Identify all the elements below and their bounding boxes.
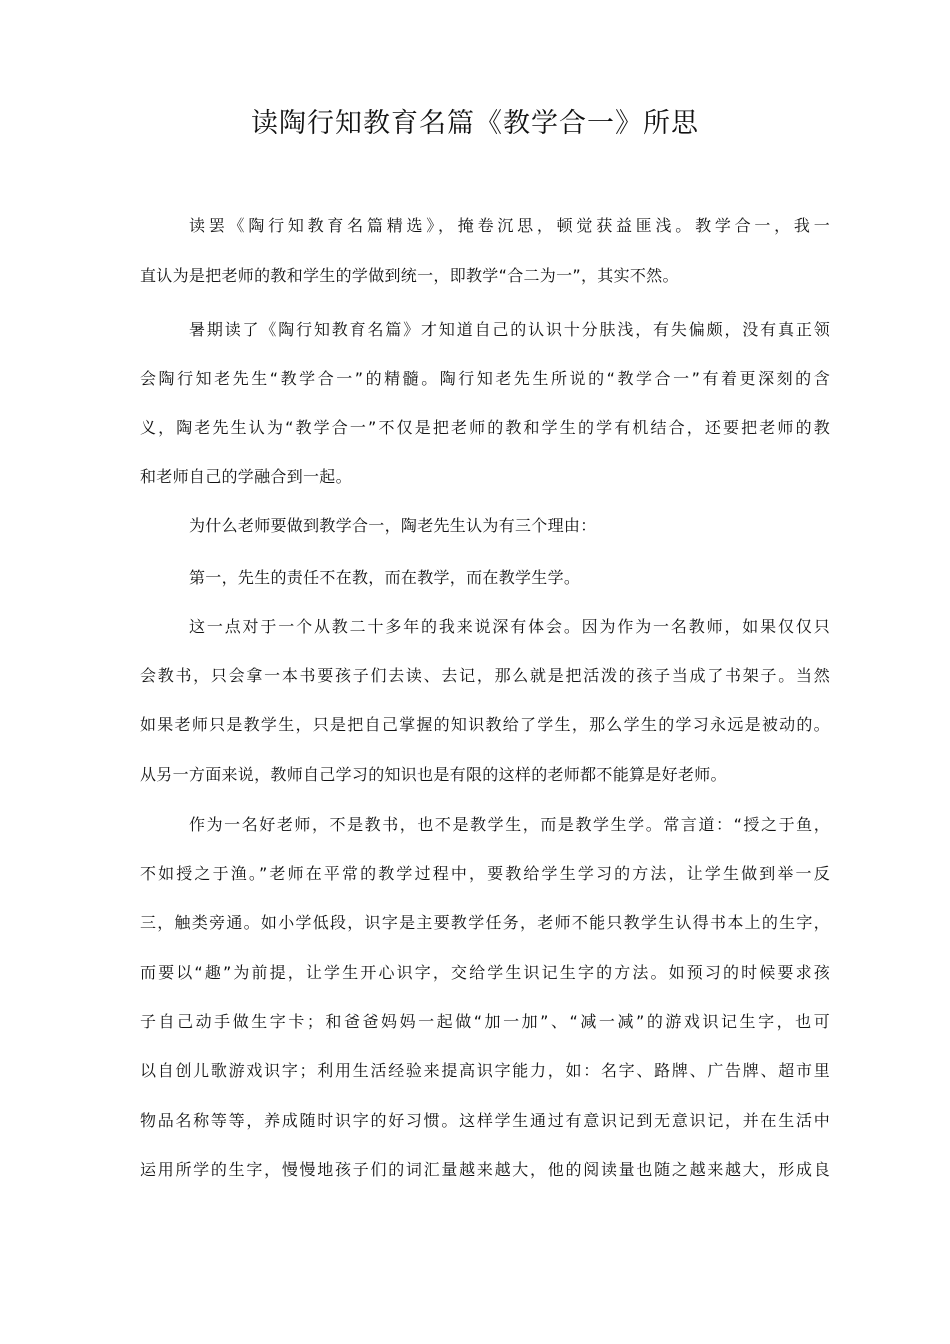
- text-line: 而要以“趣”为前提，让学生开心识字，交给学生识记生字的方法。如预习的时候要求孩: [140, 963, 830, 982]
- text-line: 直认为是把老师的教和学生的学做到统一，即教学“合二为一”，其实不然。: [140, 266, 679, 285]
- text-line: 会陶行知老先生“教学合一”的精髓。陶行知老先生所说的“教学合一”有着更深刻的含: [140, 369, 830, 388]
- text-line: 如果老师只是教学生，只是把自己掌握的知识教给了学生，那么学生的学习永远是被动的。: [140, 715, 830, 734]
- text-line: 从另一方面来说，教师自己学习的知识也是有限的这样的老师都不能算是好老师。: [140, 765, 727, 784]
- text-line: 以自创儿歌游戏识字；利用生活经验来提高识字能力，如：名字、路牌、广告牌、超市里: [140, 1061, 830, 1080]
- text-line: 不如授之于渔。”老师在平常的教学过程中，要教给学生学习的方法，让学生做到举一反: [140, 864, 830, 883]
- text-line: 作为一名好老师，不是教书，也不是教学生，而是教学生学。常言道：“授之于鱼，: [189, 815, 830, 834]
- text-line: 第一，先生的责任不在教，而在教学，而在教学生学。: [189, 568, 581, 587]
- document-title: 读陶行知教育名篇《教学合一》所思: [251, 108, 699, 139]
- text-line: 三，触类旁通。如小学低段，识字是主要教学任务，老师不能只教学生认得书本上的生字，: [140, 913, 830, 932]
- text-line: 读罢《陶行知教育名篇精选》，掩卷沉思，顿觉获益匪浅。教学合一，我一: [189, 216, 830, 235]
- text-line: 子自己动手做生字卡；和爸爸妈妈一起做“加一加”、“减一减”的游戏识记生字，也可: [140, 1012, 830, 1031]
- text-line: 会教书，只会拿一本书要孩子们去读、去记，那么就是把活泼的孩子当成了书架子。当然: [140, 666, 830, 685]
- text-line: 物品名称等等，养成随时识字的好习惯。这样学生通过有意识记到无意识记，并在生活中: [140, 1111, 830, 1130]
- text-line: 和老师自己的学融合到一起。: [140, 467, 352, 486]
- text-line: 这一点对于一个从教二十多年的我来说深有体会。因为作为一名教师，如果仅仅只: [189, 617, 830, 636]
- text-line: 义，陶老先生认为“教学合一”不仅是把老师的教和学生的学有机结合，还要把老师的教: [140, 418, 830, 437]
- text-line: 暑期读了《陶行知教育名篇》才知道自己的认识十分肤浅，有失偏颇，没有真正领: [189, 320, 830, 339]
- text-line: 运用所学的生字，慢慢地孩子们的词汇量越来越大，他的阅读量也随之越来越大，形成良: [140, 1160, 830, 1179]
- text-line: 为什么老师要做到教学合一，陶老先生认为有三个理由：: [189, 516, 597, 535]
